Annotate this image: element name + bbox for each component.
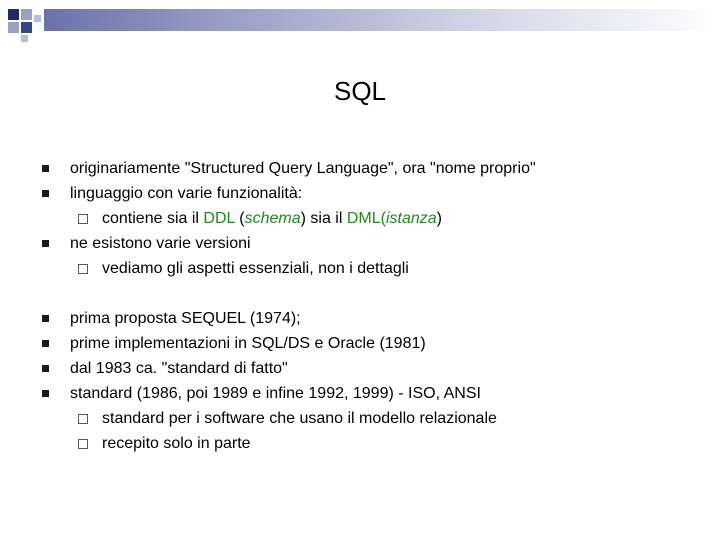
square-bullet-icon — [42, 340, 49, 347]
hollow-square-bullet-icon — [78, 214, 88, 224]
deco-square-light — [34, 15, 41, 22]
list-item: linguaggio con varie funzionalità: — [0, 181, 720, 206]
list-item: ne esistono varie versioni — [0, 231, 720, 256]
list-item: prima proposta SEQUEL (1974); — [0, 306, 720, 331]
sub-list-item: standard per i software che usano il modello relazionale — [0, 406, 720, 431]
schema-highlight: schema — [244, 210, 301, 227]
square-bullet-icon — [42, 390, 49, 397]
square-bullet-icon — [42, 315, 49, 322]
list-item: standard (1986, poi 1989 e infine 1992, 1999) - ISO, ANSI — [0, 381, 720, 406]
deco-square-dark — [21, 22, 32, 33]
square-bullet-icon — [42, 365, 49, 372]
square-bullet-icon — [42, 190, 49, 197]
deco-square-light — [21, 35, 28, 42]
hollow-square-bullet-icon — [78, 439, 88, 449]
ddl-highlight: DDL — [203, 210, 235, 227]
slide-content — [0, 156, 720, 456]
deco-square-light — [21, 9, 32, 20]
hollow-square-bullet-icon — [78, 264, 88, 274]
sub-list-item: recepito solo in parte — [0, 431, 720, 456]
slide-title: SQL — [333, 76, 387, 106]
spacer — [0, 281, 720, 306]
list-item: dal 1983 ca. "standard di fatto" — [0, 356, 720, 381]
deco-square-dark — [8, 9, 19, 20]
hollow-square-bullet-icon — [78, 414, 88, 424]
sub-list-item: contiene sia il DDL (schema) sia il DML(istanza) — [0, 206, 720, 231]
header-gradient-bar — [44, 9, 720, 31]
list-item: prime implementazioni in SQL/DS e Oracle (1981) — [0, 331, 720, 356]
dml-highlight: DML( — [346, 210, 386, 227]
list-item: originariamente "Structured Query Language", ora "nome proprio" — [0, 156, 720, 181]
square-bullet-icon — [42, 240, 49, 247]
square-bullet-icon — [42, 165, 49, 172]
deco-square-light — [8, 22, 19, 33]
istanza-highlight: istanza — [385, 210, 437, 227]
sub-list-item: vediamo gli aspetti essenziali, non i dettagli — [0, 256, 720, 281]
